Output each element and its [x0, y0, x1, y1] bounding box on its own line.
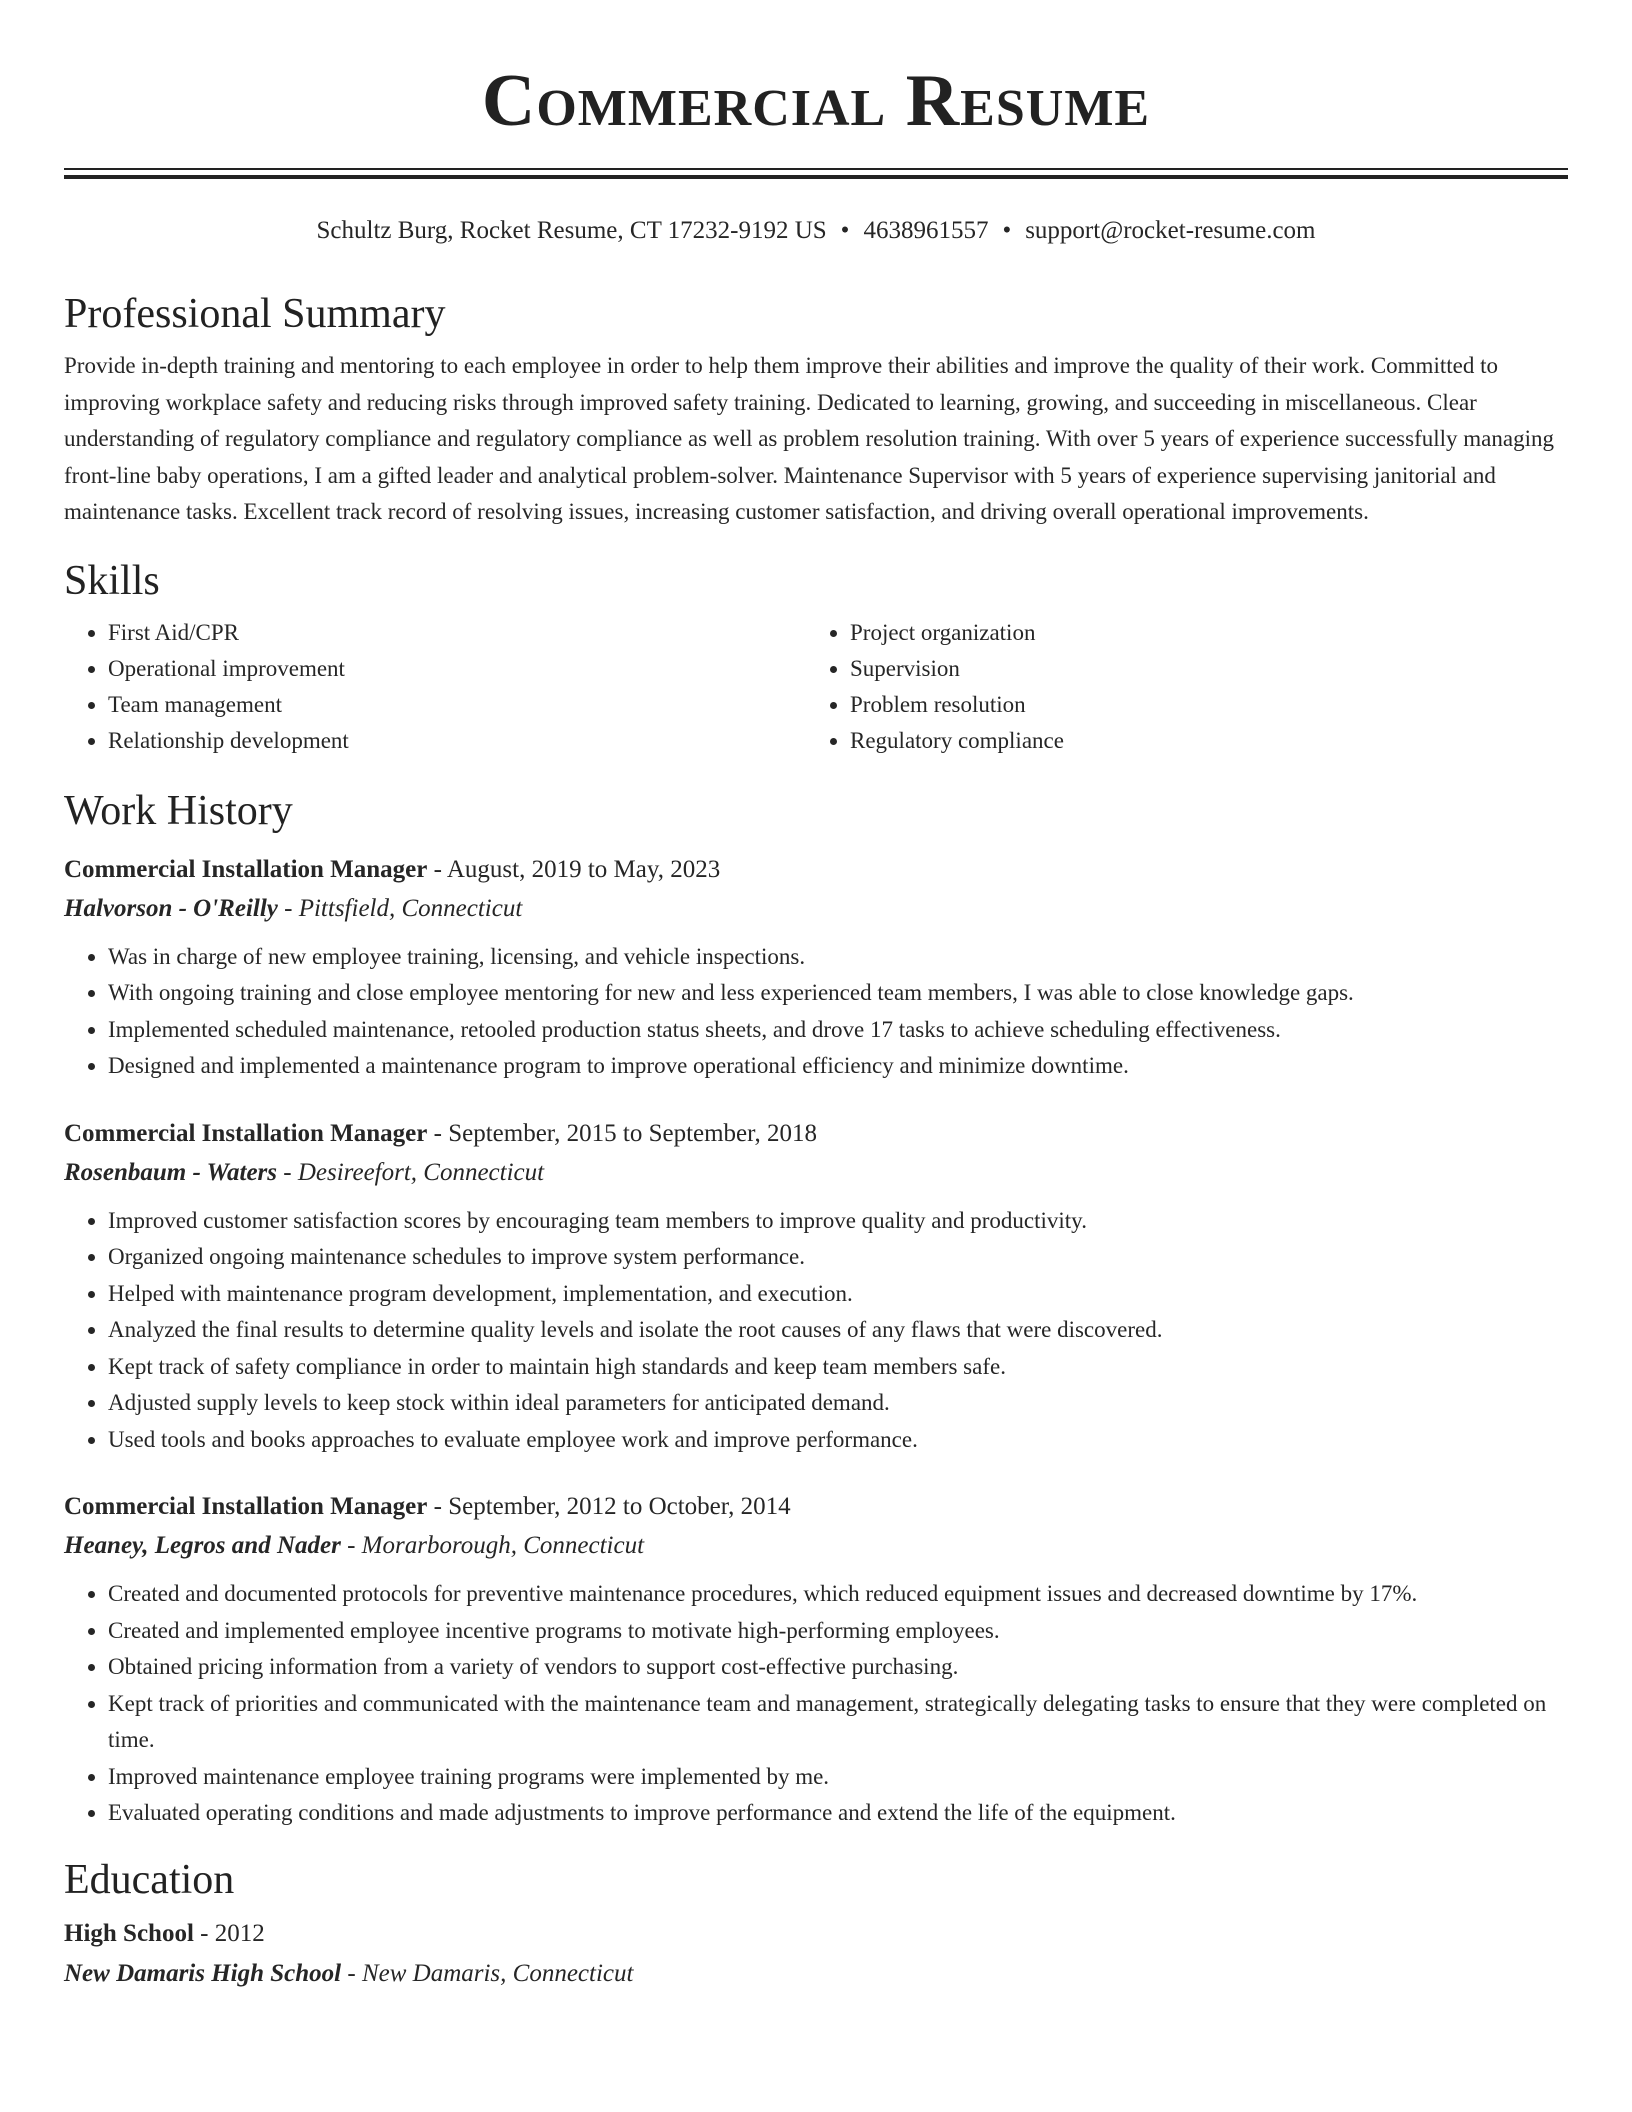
duty-item: • Evaluated operating conditions and made adjustments to improve performance and extend the life of the equipment. — [108, 1795, 1568, 1832]
duty-item: • Created and documented protocols for preventive maintenance procedures, which reduced equipment issues and decreased downtime by 17%. — [108, 1576, 1568, 1613]
skill-item: • Project organization — [850, 615, 1548, 651]
duty-item: • Adjusted supply levels to keep stock within ideal parameters for anticipated demand. — [108, 1385, 1568, 1422]
job-header: Commercial Installation Manager - August, 2019 to May, 2023 — [64, 855, 721, 883]
skills-section — [64, 555, 1568, 759]
job-duties — [64, 1576, 1568, 1832]
duty-item: • Designed and implemented a maintenance program to improve operational efficiency and minimize downtime. — [108, 1048, 1568, 1085]
title-divider-thin — [64, 168, 1568, 170]
skill-item: • First Aid/CPR — [108, 615, 806, 651]
title-divider-thick — [64, 175, 1568, 179]
duty-item: • Used tools and books approaches to evaluate employee work and improve performance. — [108, 1422, 1568, 1459]
job-location: Desireefort, Connecticut — [297, 1158, 545, 1186]
duty-item: • Kept track of priorities and communicated with the maintenance team and management, strategically delegating tasks to ensure that they were completed on time. — [108, 1686, 1568, 1759]
job-duties — [64, 939, 1568, 1085]
skills-column-right — [806, 615, 1548, 759]
skill-item: • Relationship development — [108, 723, 806, 759]
skills-heading: Skills — [64, 557, 160, 604]
contact-separator: • — [840, 217, 850, 244]
job-dates: September, 2015 to September, 2018 — [448, 1119, 817, 1147]
education-school-line: New Damaris High School - New Damaris, Connecticut — [64, 1959, 634, 1987]
contact-separator: • — [1002, 217, 1012, 244]
duty-item: • Analyzed the final results to determine quality levels and isolate the root causes of any flaws that were discovered. — [108, 1312, 1568, 1349]
duty-item: • Was in charge of new employee training, licensing, and vehicle inspections. — [108, 939, 1568, 976]
skill-item: • Team management — [108, 687, 806, 723]
work-history-section — [64, 785, 1568, 1832]
contact-address: Schultz Burg, Rocket Resume, CT 17232-9192 US — [316, 217, 827, 244]
duty-item: • Improved maintenance employee training programs were implemented by me. — [108, 1759, 1568, 1796]
job-duties — [64, 1203, 1568, 1459]
education-heading: Education — [64, 1856, 235, 1903]
job-company-line: Rosenbaum - Waters - Desireefort, Connecticut — [64, 1158, 545, 1186]
education-location: New Damaris, Connecticut — [361, 1959, 634, 1987]
resume-title: Commercial Resume — [481, 60, 1151, 142]
duty-item: • Obtained pricing information from a variety of vendors to support cost-effective purchasing. — [108, 1649, 1568, 1686]
job-location: Morarborough, Connecticut — [361, 1532, 645, 1559]
job-entry — [64, 1115, 1568, 1459]
contact-email: support@rocket-resume.com — [1025, 217, 1316, 244]
job-header: Commercial Installation Manager - September, 2015 to September, 2018 — [64, 1119, 817, 1147]
contact-phone: 4638961557 — [863, 217, 989, 244]
job-company-line: Heaney, Legros and Nader - Morarborough, Connecticut — [64, 1532, 645, 1559]
education-section — [64, 1854, 1568, 1994]
duty-item: • Created and implemented employee incentive programs to motivate high-performing employees. — [108, 1613, 1568, 1650]
skill-item: • Problem resolution — [850, 687, 1548, 723]
job-company: Rosenbaum - Waters — [64, 1158, 278, 1186]
job-entry — [64, 851, 1568, 1085]
skills-grid — [64, 615, 1568, 759]
skill-item: • Operational improvement — [108, 651, 806, 687]
duty-item: • With ongoing training and close employee mentoring for new and less experienced team members, I was able to close knowledge gaps. — [108, 975, 1568, 1012]
job-company: Halvorson - O'Reilly — [64, 894, 278, 922]
job-title: Commercial Installation Manager — [64, 1119, 428, 1147]
duty-item: • Improved customer satisfaction scores by encouraging team members to improve quality and productivity. — [108, 1203, 1568, 1240]
contact-line — [64, 214, 1568, 248]
education-degree: High School — [64, 1919, 194, 1947]
skill-item: • Supervision — [850, 651, 1548, 687]
education-year: 2012 — [214, 1919, 265, 1947]
skills-column-left — [64, 615, 806, 759]
job-company: Heaney, Legros and Nader — [64, 1532, 341, 1559]
education-school: New Damaris High School — [64, 1959, 342, 1987]
education-header: High School - 2012 — [64, 1919, 265, 1947]
job-dates: August, 2019 to May, 2023 — [446, 855, 721, 883]
work-history-heading: Work History — [64, 787, 293, 834]
summary-section — [64, 288, 1568, 531]
job-dates: September, 2012 to October, 2014 — [448, 1493, 791, 1520]
skill-item: • Regulatory compliance — [850, 723, 1548, 759]
resume-content — [64, 288, 1568, 1994]
summary-text: Provide in-depth training and mentoring to each employee in order to help them improve their abilities and improve the quality of their work. Committed to improving workplace safety and reducing risks through improved safety training. Dedicated to learning, growing, and succeeding in miscellaneous. Clear understanding of regulatory compliance and regulatory compliance as well as problem resolution training. With over 5 years of experience successfully managing front-line baby operations, I am a gifted leader and analytical problem-solver. Maintenance Supervisor with 5 years of experience supervising janitorial and maintenance tasks. Excellent track record of resolving issues, increasing customer satisfaction, and driving overall operational improvements. — [64, 353, 1554, 524]
job-entry — [64, 1488, 1568, 1832]
duty-item: • Organized ongoing maintenance schedules to improve system performance. — [108, 1239, 1568, 1276]
summary-heading: Professional Summary — [64, 291, 446, 337]
job-company-line: Halvorson - O'Reilly - Pittsfield, Connecticut — [64, 894, 523, 922]
job-title: Commercial Installation Manager — [64, 1493, 428, 1520]
duty-item: • Helped with maintenance program development, implementation, and execution. — [108, 1276, 1568, 1313]
duty-item: • Implemented scheduled maintenance, retooled production status sheets, and drove 17 tasks to achieve scheduling effectiveness. — [108, 1012, 1568, 1049]
job-title: Commercial Installation Manager — [64, 855, 428, 883]
job-location: Pittsfield, Connecticut — [298, 894, 523, 922]
duty-item: • Kept track of safety compliance in order to maintain high standards and keep team members safe. — [108, 1349, 1568, 1386]
job-header: Commercial Installation Manager - September, 2012 to October, 2014 — [64, 1493, 791, 1520]
